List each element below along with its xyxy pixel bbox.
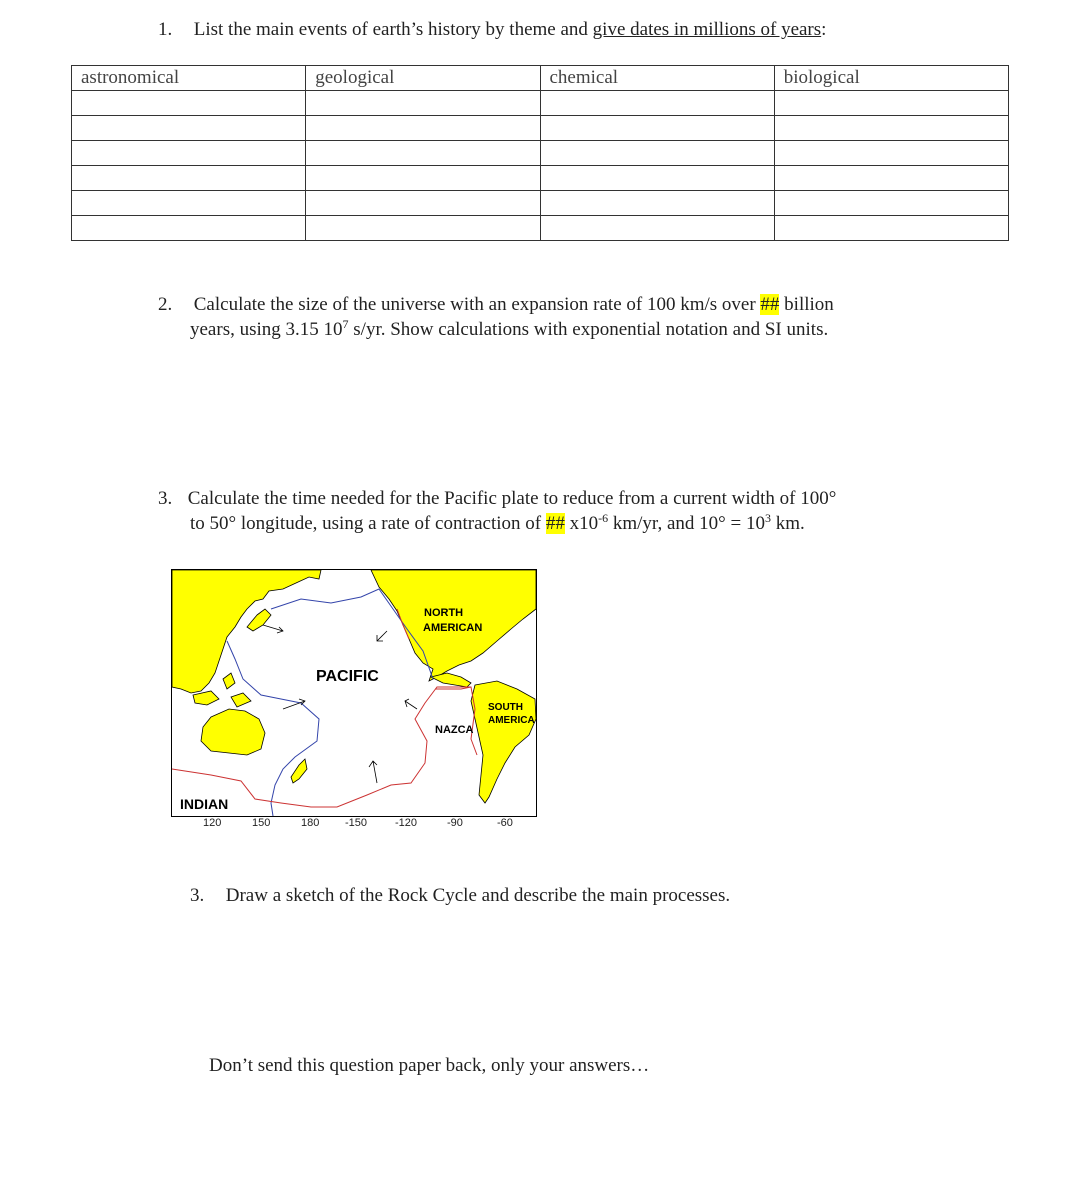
table-cell[interactable]: [306, 141, 540, 166]
table-cell[interactable]: [72, 141, 306, 166]
longitude-tick: 150: [252, 817, 271, 829]
table-cell[interactable]: [774, 216, 1008, 241]
question-2-continuation: [190, 317, 828, 342]
table-cell[interactable]: [774, 91, 1008, 116]
table-cell[interactable]: [72, 166, 306, 191]
question-3-number: 3.: [158, 488, 173, 509]
map-graphic: [171, 569, 537, 817]
question-rock-cycle-text: Draw a sketch of the Rock Cycle and describe the main processes.: [225, 885, 731, 906]
map-label-north: NORTH: [424, 607, 464, 619]
table-cell[interactable]: [540, 91, 774, 116]
table-header-astronomical: astronomical: [72, 66, 306, 91]
question-3-placeholder: ##: [545, 513, 565, 534]
table-cell[interactable]: [540, 191, 774, 216]
longitude-tick: 180: [301, 817, 320, 829]
question-1-underlined-text: give dates in millions of years: [592, 19, 822, 40]
table-cell[interactable]: [774, 141, 1008, 166]
question-3-line-1: Calculate the time needed for the Pacific plate to reduce from a current width of 100°: [187, 488, 837, 509]
question-2-line-1: Calculate the size of the universe with an expansion rate of 100 km/s over: [193, 294, 761, 315]
map-label-pacific: PACIFIC: [316, 668, 379, 685]
table-header-row: [72, 66, 1009, 91]
table-cell[interactable]: [540, 216, 774, 241]
question-1-text: List the main events of earth’s history by theme and: [193, 19, 593, 40]
question-2-exponent: 7: [342, 317, 349, 331]
footer-note: Don’t send this question paper back, only your answers…: [209, 1055, 650, 1076]
question-2-number: 2.: [158, 294, 173, 315]
table-cell[interactable]: [306, 216, 540, 241]
question-rock-cycle: [190, 883, 730, 908]
events-table: [71, 65, 1009, 241]
question-3-exponent-1: -6: [598, 511, 609, 525]
table-header-biological: biological: [774, 66, 1008, 91]
question-3-line-2-mid2: km/yr, and 10° = 10: [608, 513, 765, 534]
table-header-chemical: chemical: [540, 66, 774, 91]
table-cell[interactable]: [306, 191, 540, 216]
table-cell[interactable]: [774, 191, 1008, 216]
table-cell[interactable]: [774, 166, 1008, 191]
map-label-indian: INDIAN: [180, 796, 229, 812]
plate-tectonics-map: [171, 569, 537, 817]
question-2-line-2-end: s/yr. Show calculations with exponential notation and SI units.: [348, 319, 829, 340]
map-label-nazca: NAZCA: [435, 724, 474, 736]
table-cell[interactable]: [72, 91, 306, 116]
table-cell[interactable]: [306, 91, 540, 116]
longitude-tick: 120: [203, 817, 222, 829]
question-1-colon: :: [821, 19, 827, 40]
table-header-geological: geological: [306, 66, 540, 91]
question-2-line-1-end: billion: [779, 294, 834, 315]
map-label-america: AMERICA: [488, 715, 535, 726]
map-label-american: AMERICAN: [423, 622, 483, 634]
question-3-line-2: to 50° longitude, using a rate of contraction of: [190, 513, 546, 534]
table-cell[interactable]: [540, 141, 774, 166]
question-1-number: 1.: [158, 19, 173, 40]
table-cell[interactable]: [72, 191, 306, 216]
table-row: [72, 91, 1009, 116]
table-row: [72, 191, 1009, 216]
longitude-tick: -90: [447, 817, 463, 829]
table-cell[interactable]: [540, 166, 774, 191]
table-cell[interactable]: [72, 216, 306, 241]
question-3-continuation: [190, 511, 805, 536]
longitude-tick: -60: [497, 817, 513, 829]
question-3-exponent-2: 3: [764, 511, 771, 525]
table-cell[interactable]: [774, 116, 1008, 141]
table-cell[interactable]: [540, 116, 774, 141]
longitude-tick: -120: [395, 817, 418, 829]
table-row: [72, 141, 1009, 166]
question-3-line-2-mid: x10: [564, 513, 599, 534]
table-cell[interactable]: [72, 116, 306, 141]
question-2: [158, 292, 834, 317]
question-2-line-2: years, using 3.15 10: [190, 319, 343, 340]
table-row: [72, 166, 1009, 191]
question-1: [158, 17, 826, 42]
longitude-tick: -150: [345, 817, 368, 829]
question-3-line-2-end: km.: [770, 513, 805, 534]
table-cell[interactable]: [306, 116, 540, 141]
map-label-south: SOUTH: [488, 702, 523, 713]
question-3: [158, 486, 836, 511]
question-rock-cycle-number: 3.: [190, 885, 205, 906]
question-2-placeholder: ##: [760, 294, 780, 315]
table-row: [72, 216, 1009, 241]
table-cell[interactable]: [306, 166, 540, 191]
table-row: [72, 116, 1009, 141]
